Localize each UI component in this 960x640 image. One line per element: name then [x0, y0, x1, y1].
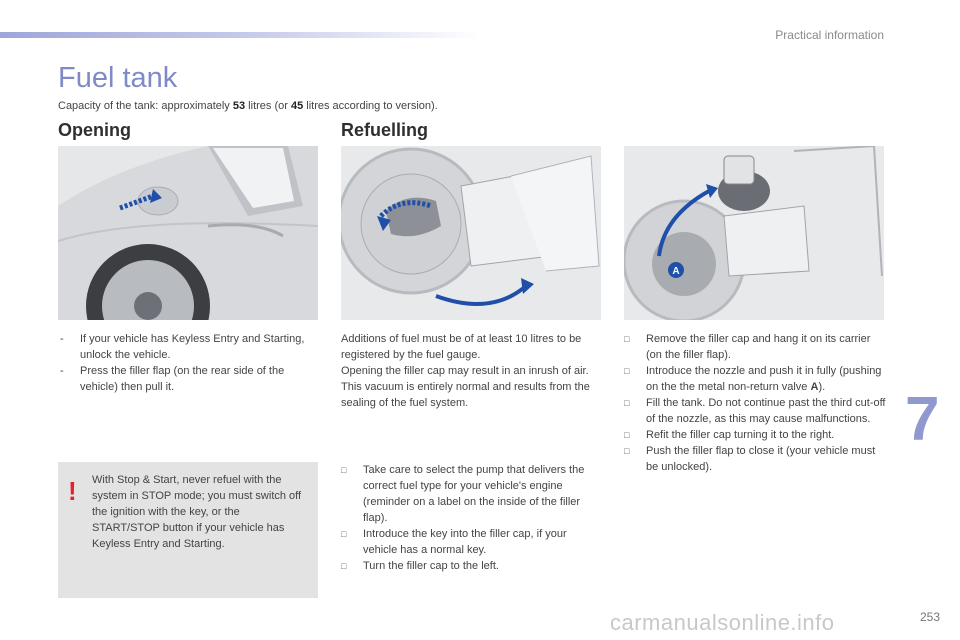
watermark: carmanualsonline.info — [610, 610, 835, 635]
warning-icon: ! — [68, 476, 77, 506]
warning-box — [58, 462, 318, 598]
section-label: Practical information — [775, 28, 884, 42]
list-item: □ Fill the tank. Do not continue past the third cut-off of the nozzle, as this may cause malfunctions. — [624, 395, 886, 427]
list-item: □ Take care to select the pump that delivers the correct fuel type for your vehicle's engine (reminder on a label on the inside of the filler flap). — [341, 462, 603, 526]
photo-car-filler-flap — [58, 146, 318, 320]
page-title: Fuel tank — [58, 62, 178, 94]
intro-paragraph-2: Opening the filler cap may result in an inrush of air. This vacuum is entirely normal and results from the sealing of the fuel system. — [341, 365, 590, 409]
photo-cap-removed — [624, 146, 884, 320]
opening-steps — [58, 331, 318, 395]
list-item: □ Introduce the nozzle and push it in fully (pushing on the the metal non-return valve A). — [624, 363, 886, 395]
list-item: □ Remove the filler cap and hang it on its carrier (on the filler flap). — [624, 331, 886, 363]
list-item: □ Turn the filler cap to the left. — [341, 558, 603, 574]
list-item: - Press the filler flap (on the rear side of the vehicle) then pull it. — [58, 363, 318, 395]
list-item: □ Push the filler flap to close it (your vehicle must be unlocked). — [624, 443, 886, 475]
list-item: □ Refit the filler cap turning it to the right. — [624, 427, 886, 443]
list-item: □ Introduce the key into the filler cap, if your vehicle has a normal key. — [341, 526, 603, 558]
warning-text: With Stop & Start, never refuel with the system in STOP mode; you must switch off the ignition with the key, or the START/STOP button if your vehicle has Keyless Entry and Starting. — [92, 474, 302, 550]
opening-heading: Opening — [58, 120, 131, 140]
refuelling-intro — [341, 331, 603, 411]
page-number: 253 — [919, 610, 940, 624]
photo-filler-cap-open — [341, 146, 601, 320]
capacity-value-main: 53 — [232, 100, 246, 112]
valve-marker-a: A — [672, 266, 680, 277]
capacity-line: Capacity of the tank: approximately 53 litres (or 45 litres according to version). — [58, 100, 438, 112]
header-accent-bar — [0, 32, 480, 38]
chapter-number: 7 — [905, 385, 940, 454]
refuelling-heading: Refuelling — [341, 120, 429, 140]
refuelling-steps-b — [624, 331, 886, 475]
intro-paragraph-1: Additions of fuel must be of at least 10 litres to be registered by the fuel gauge. — [341, 333, 582, 361]
refuelling-steps-a — [341, 462, 603, 574]
valve-marker-ref: A — [810, 381, 819, 393]
list-item: - If your vehicle has Keyless Entry and Starting, unlock the vehicle. — [58, 331, 318, 363]
capacity-value-alt: 45 — [290, 100, 304, 112]
